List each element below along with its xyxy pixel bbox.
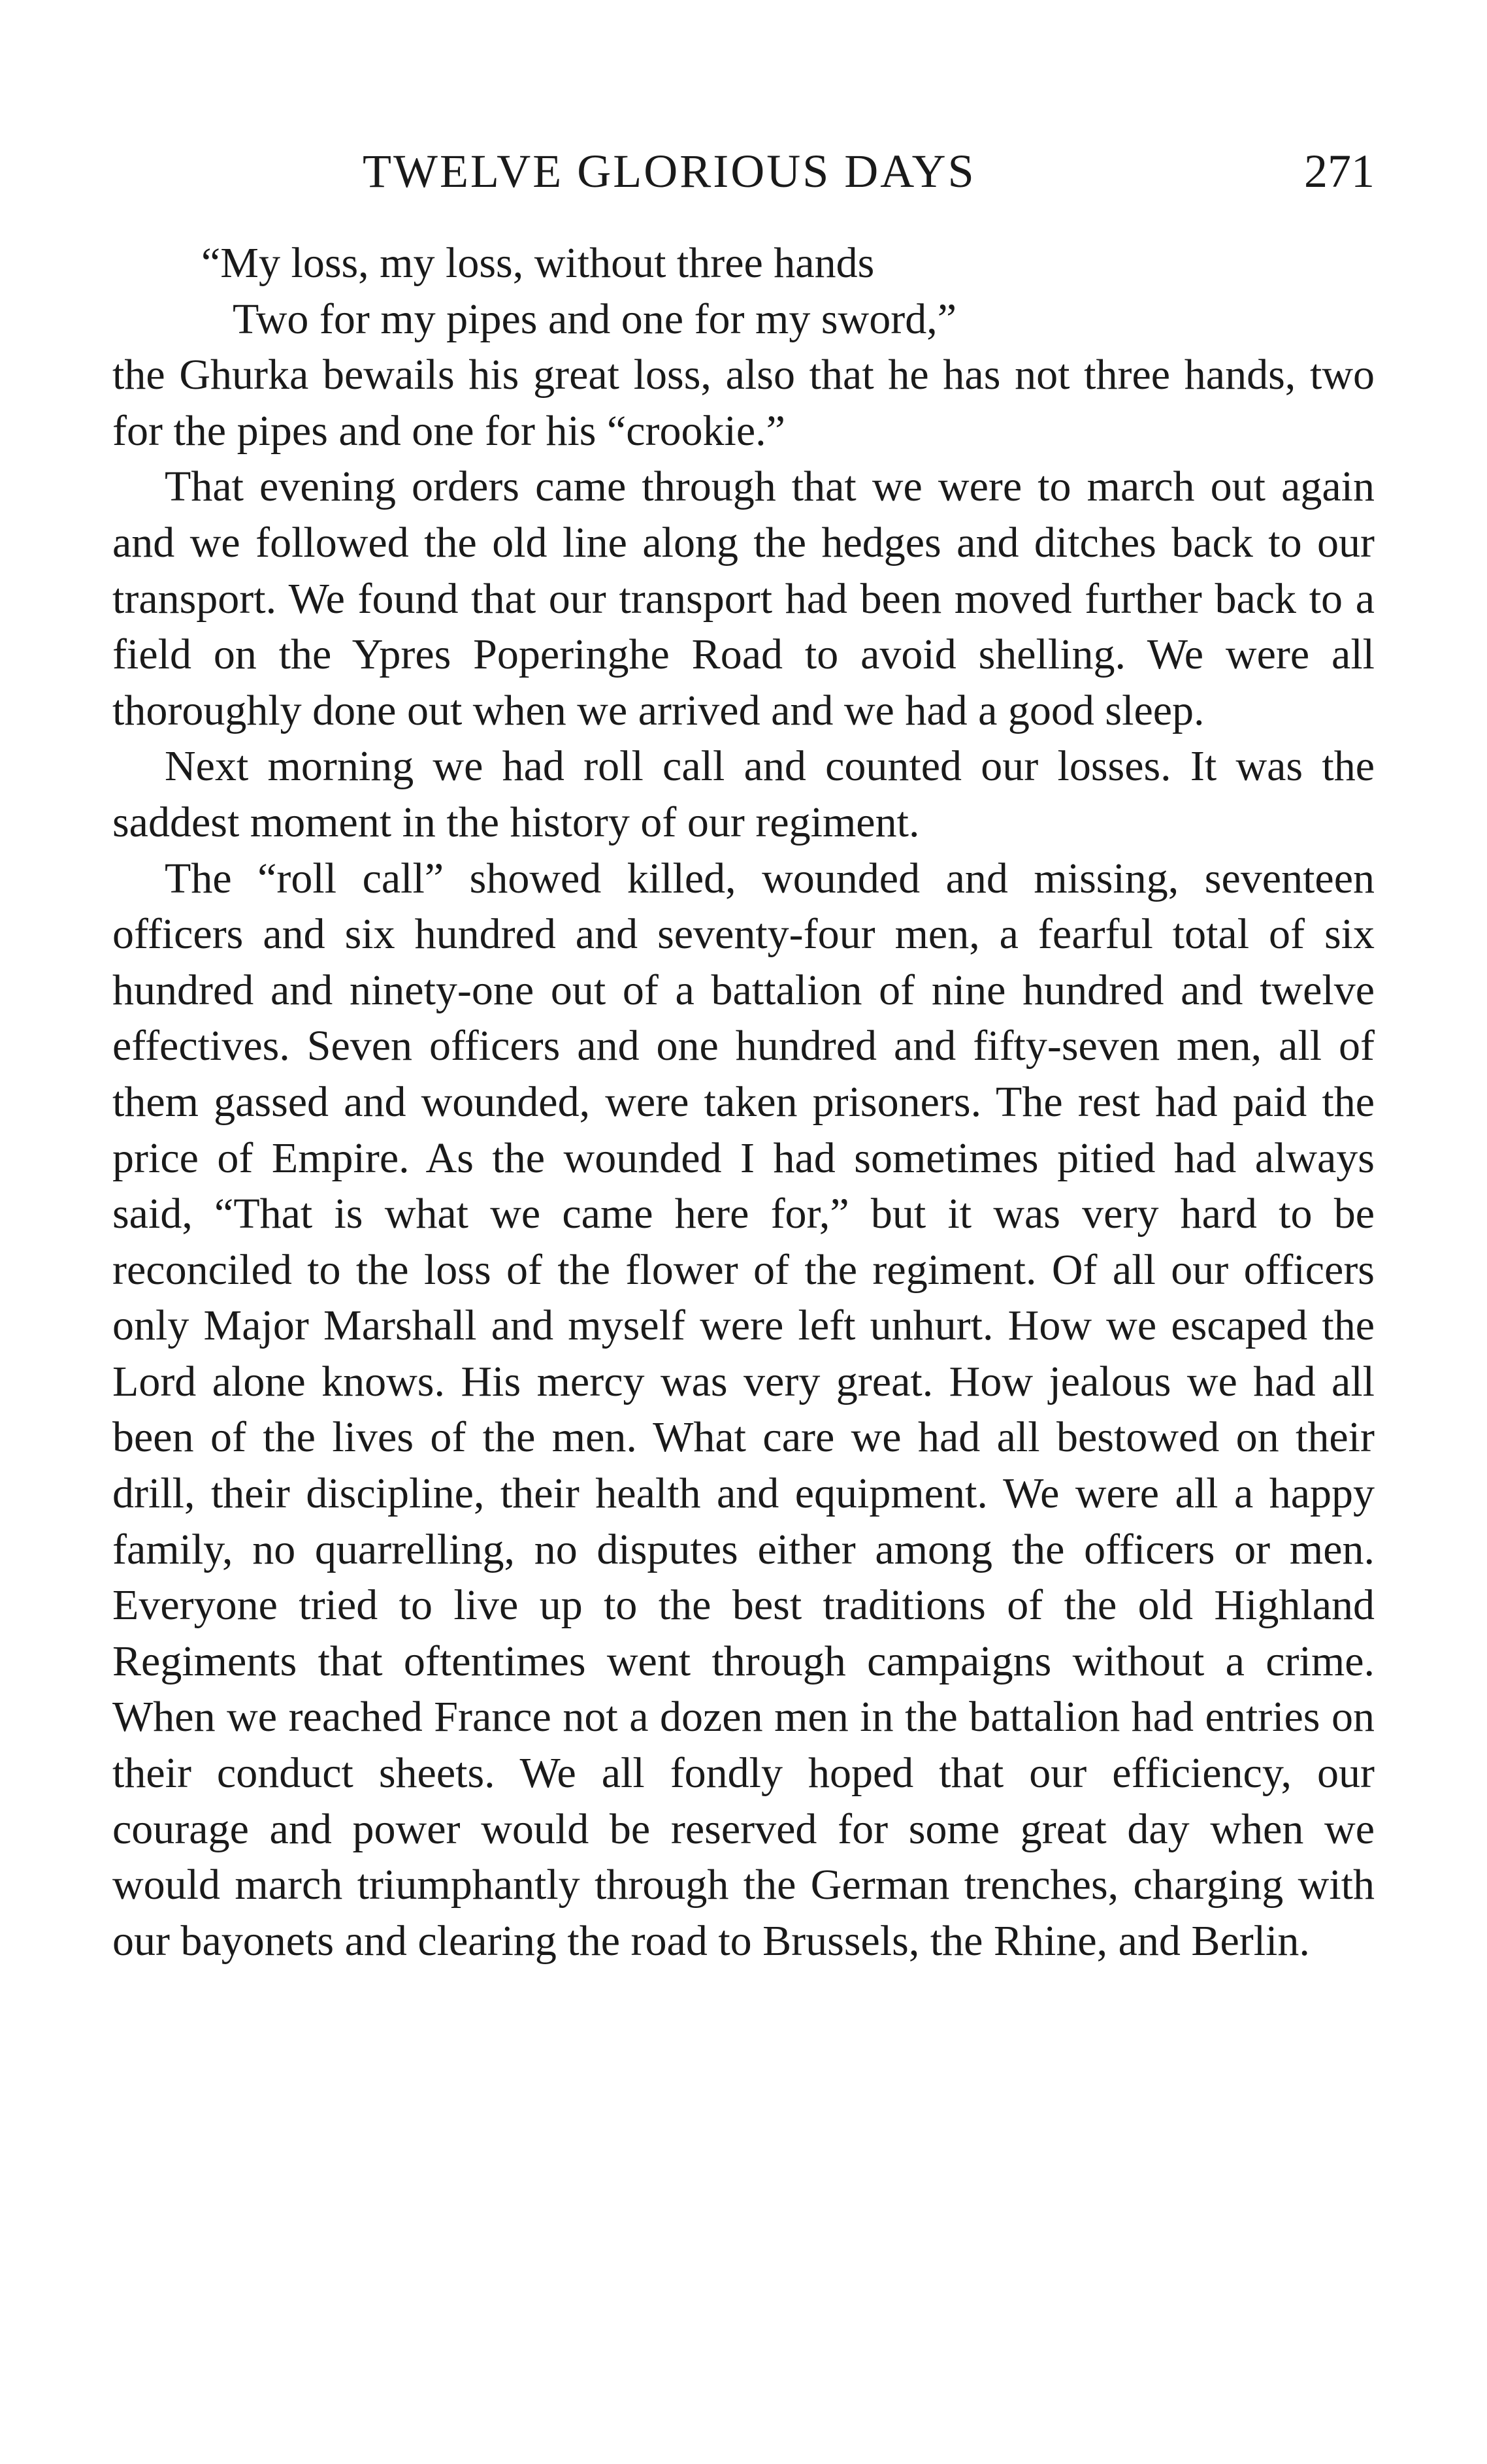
running-title: TWELVE GLORIOUS DAYS bbox=[363, 145, 976, 197]
paragraph: the Ghurka bewails his great loss, also that he has not three hands, two for the pipes and one for his “crookie.” bbox=[112, 351, 1375, 455]
paragraph: Next morning we had roll call and counted our losses. It was the saddest moment in the history of our regiment. bbox=[112, 742, 1375, 846]
verse-line: Two for my pipes and one for my sword,” bbox=[233, 295, 956, 343]
verse-line: “My loss, my loss, without three hands bbox=[201, 239, 875, 287]
body-text bbox=[112, 235, 1375, 1969]
verse-quote bbox=[112, 235, 1375, 347]
paragraph: The “roll call” showed killed, wounded and missing, seventeen officers and six hundred and seventy-four men, a fearful total of six hundred and ninety-one out of a battalion of nine hundred and twelve effectives. Seven officers and one hundred and fifty-seven men, all of them gassed and wounded, were taken prisoners. The rest had paid the price of Empire. As the wounded I had sometimes pitied had always said, “That is what we came here for,” but it was very hard to be reconciled to the loss of the flower of the regiment. Of all our officers only Major Marshall and myself were left unhurt. How we escaped the Lord alone knows. His mercy was very great. How jealous we had all been of the lives of the men. What care we had all bestowed on their drill, their discipline, their health and equipment. We were all a happy family, no quarrelling, no disputes either among the officers or men. Everyone tried to live up to the best traditions of the old Highland Regiments that oftentimes went through campaigns without a crime. When we reached France not a dozen men in the battalion had entries on their conduct sheets. We all fondly hoped that our efficiency, our courage and power would be reserved for some great day when we would march triumphantly through the German trenches, charging with our bayonets and clearing the road to Brussels, the Rhine, and Berlin. bbox=[112, 854, 1375, 1965]
page-header bbox=[0, 139, 1487, 204]
paragraph: That evening orders came through that we were to march out again and we followed the old line along the hedges and ditches back to our transport. We found that our transport had been moved further back to a field on the Ypres Poperinghe Road to avoid shelling. We were all thoroughly done out when we arrived and we had a good sleep. bbox=[112, 463, 1375, 734]
page-number: 271 bbox=[1304, 145, 1375, 197]
